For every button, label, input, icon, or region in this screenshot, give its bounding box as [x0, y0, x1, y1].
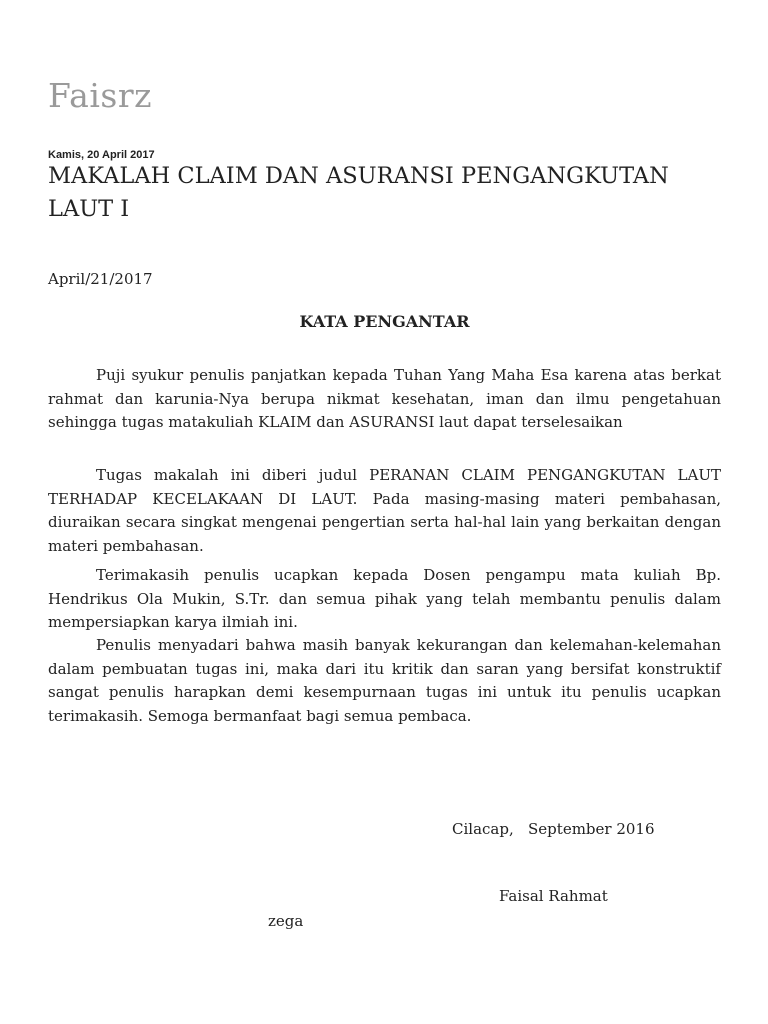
- blog-title[interactable]: Faisrz: [48, 76, 152, 115]
- document-date: April/21/2017: [48, 270, 153, 288]
- paragraph-1: Puji syukur penulis panjatkan kepada Tuhan Yang Maha Esa karena atas berkat rahmat dan karunia-Nya berupa nikmat kesehatan, iman dan ilmu pengetahuan sehingga tugas matakuliah KLAIM dan ASURANSI laut dapat terselesaikan: [48, 366, 721, 431]
- paragraph-2: Tugas makalah ini diberi judul PERANAN CLAIM PENGANGKUTAN LAUT TERHADAP KECELAKAAN DI LAUT. Pada masing-masing materi pembahasan, diuraikan secara singkat mengenai pengertian serta hal-hal lain yang berkaitan dengan materi pembahasan.: [48, 466, 721, 555]
- signer-name-last: zega: [268, 912, 304, 930]
- signer-name-first: Faisal Rahmat: [499, 887, 608, 905]
- post-date: Kamis, 20 April 2017: [48, 149, 155, 161]
- document-heading: KATA PENGANTAR: [299, 312, 470, 331]
- paragraph-3: Terimakasih penulis ucapkan kepada Dosen pengampu mata kuliah Bp. Hendrikus Ola Mukin, S.Tr. dan semua pihak yang telah membantu penulis dalam mempersiapkan karya ilmiah ini.: [48, 566, 721, 631]
- place-date: Cilacap, September 2016: [452, 820, 655, 838]
- paragraph-4: Penulis menyadari bahwa masih banyak kekurangan dan kelemahan-kelemahan dalam pembuatan tugas ini, maka dari itu kritik dan saran yang bersifat konstruktif sangat penulis harapkan demi kesempurnaan tugas ini untuk itu penulis ucapkan terimakasih. Semoga bermanfaat bagi semua pembaca.: [48, 636, 721, 725]
- post-title[interactable]: MAKALAH CLAIM DAN ASURANSI PENGANGKUTAN LAUT I: [48, 163, 669, 222]
